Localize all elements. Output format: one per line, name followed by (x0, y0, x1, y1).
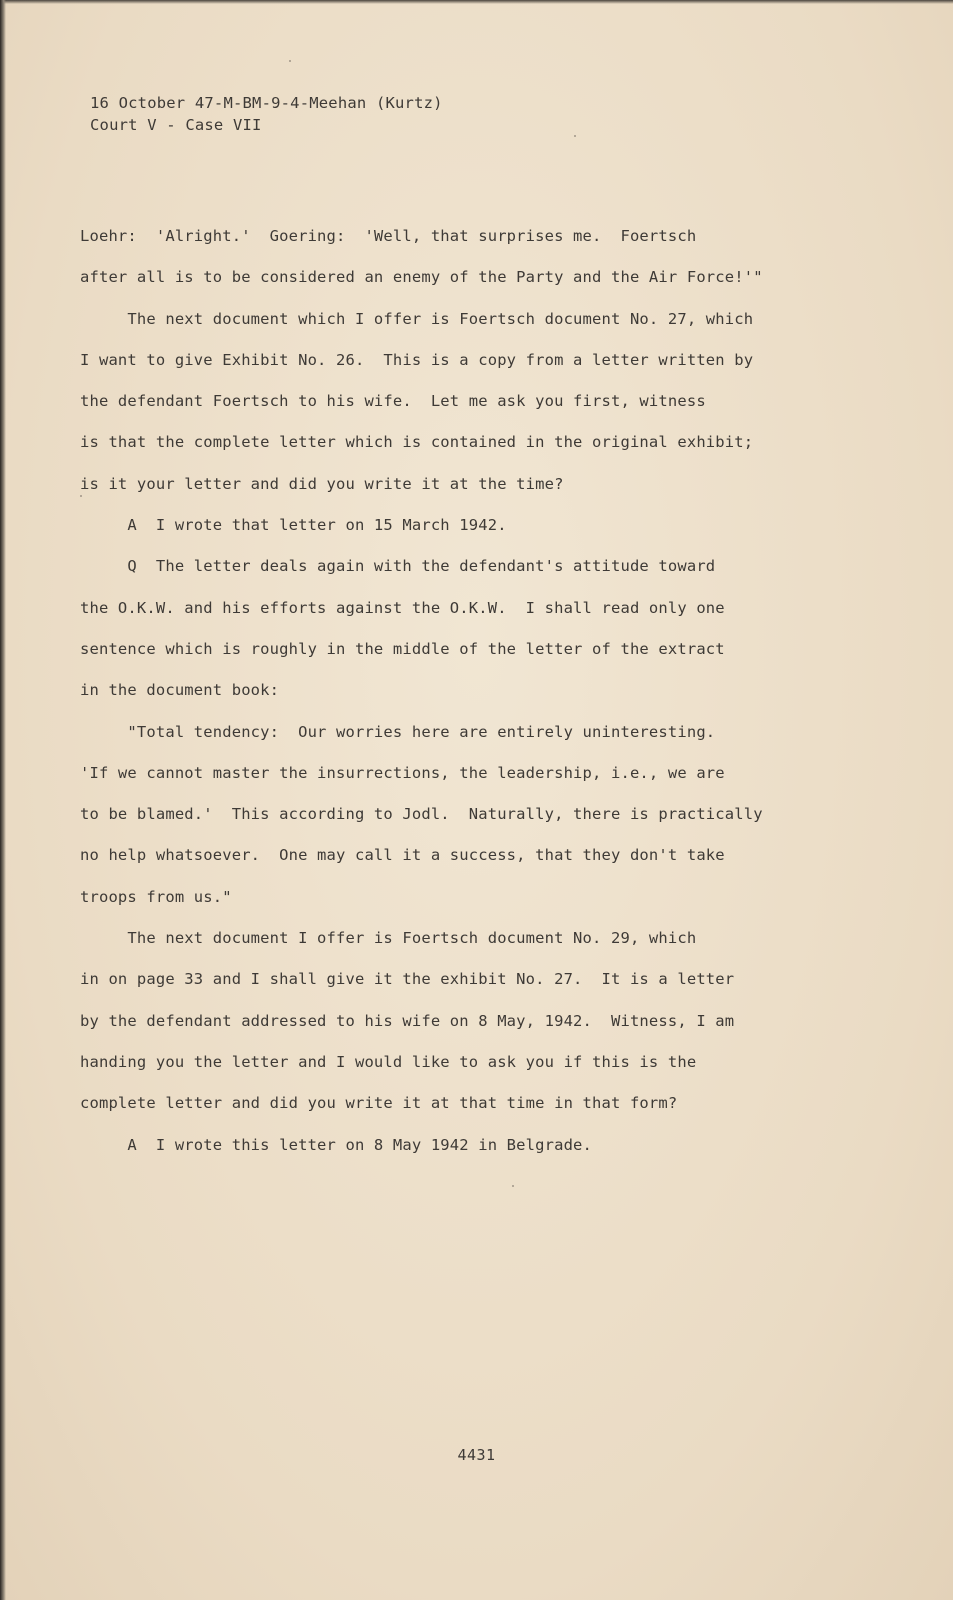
text-line: the O.K.W. and his efforts against the O.K.W. I shall read only one (80, 598, 725, 617)
text-line: "Total tendency: Our worries here are entirely uninteresting. (80, 722, 716, 741)
text-line: The next document I offer is Foertsch document No. 29, which (80, 929, 697, 948)
text-line: Loehr: 'Alright.' Goering: 'Well, that surprises me. Foertsch (80, 227, 697, 245)
text-line: no help whatsoever. One may call it a success, that they don't take (80, 846, 725, 865)
text-line: A I wrote that letter on 15 March 1942. (80, 516, 507, 535)
page-number: 4431 (457, 1446, 496, 1464)
text-line: Q The letter deals again with the defendant's attitude toward (80, 557, 716, 576)
text-line: handing you the letter and I would like to ask you if this is the (80, 1052, 697, 1071)
text-line: after all is to be considered an enemy of the Party and the Air Force!'" (80, 268, 763, 287)
text-line: A I wrote this letter on 8 May 1942 in Belgrade. (80, 1135, 593, 1154)
text-line: 'If we cannot master the insurrections, the leadership, i.e., we are (80, 763, 725, 782)
paper-speck (289, 60, 291, 62)
text-line: sentence which is roughly in the middle of the letter of the extract (80, 639, 725, 658)
text-line: The next document which I offer is Foertsch document No. 27, which (80, 309, 754, 328)
text-line: complete letter and did you write it at that time in that form? (80, 1094, 678, 1113)
text-line: I want to give Exhibit No. 26. This is a copy from a letter written by (80, 350, 754, 369)
text-line: to be blamed.' This according to Jodl. Naturally, there is practically (80, 805, 763, 824)
text-line: the defendant Foertsch to his wife. Let me ask you first, witness (80, 392, 706, 411)
transcript-body (80, 216, 840, 1166)
text-line: in on page 33 and I shall give it the exhibit No. 27. It is a letter (80, 970, 735, 989)
page-top-edge (0, 0, 953, 4)
text-line: in the document book: (80, 681, 280, 700)
header-line-1: 16 October 47-M-BM-9-4-Meehan (Kurtz) (90, 94, 443, 112)
document-header (90, 92, 443, 136)
text-line: by the defendant addressed to his wife on 8 May, 1942. Witness, I am (80, 1011, 735, 1030)
paper-speck (574, 135, 576, 137)
paper-speck (80, 495, 82, 497)
text-line: is that the complete letter which is contained in the original exhibit; (80, 433, 754, 452)
text-line: troops from us." (80, 887, 232, 906)
text-line: is it your letter and did you write it at the time? (80, 474, 564, 493)
paper-speck (512, 1185, 514, 1187)
page-left-edge (0, 0, 6, 1600)
header-line-2: Court V - Case VII (90, 116, 262, 134)
